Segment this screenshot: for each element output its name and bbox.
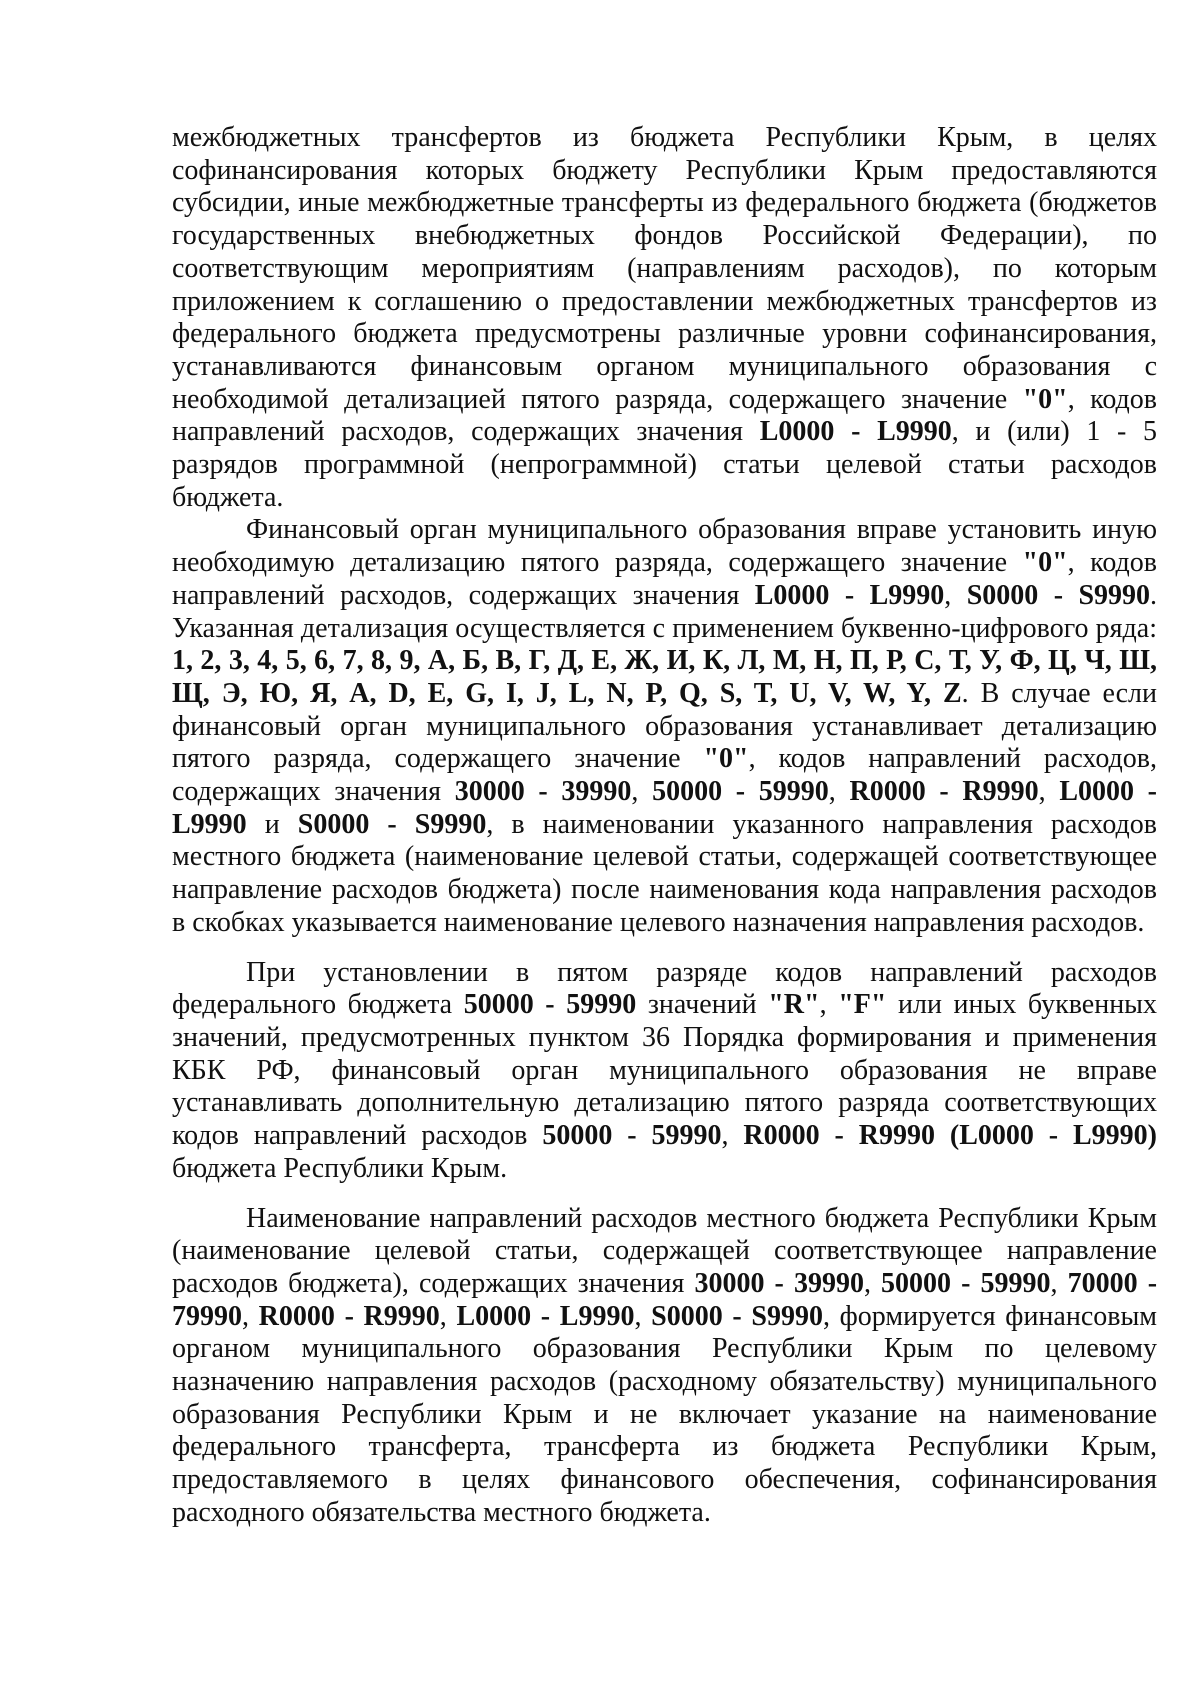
bold-run: 70000 - 79990: [172, 1267, 1158, 1332]
bold-run: L0000 - L9990: [172, 776, 1157, 840]
bold-run: S0000 - S9990: [651, 1300, 823, 1332]
bold-run: "0": [1022, 383, 1068, 415]
bold-run: R0000 - R9990: [849, 776, 1039, 808]
bold-run: "0": [703, 743, 749, 775]
bold-run: S0000 - S9990: [297, 808, 487, 840]
text-run: . Указанная детализация осуществляется с применением буквенно-цифрового ряда:: [172, 579, 1158, 644]
bold-run: R0000 - R9990: [258, 1300, 440, 1332]
paragraph-2: [172, 514, 1157, 939]
text-run: ,: [439, 1300, 457, 1332]
text-run: . В случае если финансовый орган муниципального образования устанавливает детализацию пятого разряда, содержащего значение: [172, 677, 1157, 775]
paragraph-1: [172, 122, 1157, 514]
text-run: ,: [1050, 1267, 1068, 1299]
bold-run: L0000 - L9990: [754, 579, 945, 611]
text-run: ,: [944, 579, 967, 611]
bold-run: 50000 - 59990: [652, 776, 829, 808]
text-run: ,: [828, 776, 850, 808]
text-run: ,: [819, 989, 839, 1021]
bold-run: L0000 - L9990: [759, 416, 952, 448]
text-run: межбюджетных трансфертов из бюджета Республики Крым, в целях софинансирования которых бюджету Республики Крым предоставляются субсидии, иные межбюджетные трансферты из федерального бюджета (бюджетов государственных внебюджетных фондов Российской Федерации), по соответствующим мероприятиям (направлениям расходов), по которым приложением к соглашению о предоставлении межбюджетных трансфертов из федерального бюджета предусмотрены различные уровни софинансирования, устанавливаются финансовым органом муниципального образования с необходимой детализацией пятого разряда, содержащего значение: [172, 122, 1157, 415]
text-run: При установлении в пятом разряде кодов направлений расходов федерального бюджета: [172, 956, 1157, 1021]
text-run: ,: [634, 1300, 652, 1332]
bold-run: 50000 - 59990: [542, 1120, 722, 1152]
bold-run: 50000 - 59990: [463, 989, 637, 1021]
paragraph-3: [172, 957, 1157, 1186]
bold-run: 1, 2, 3, 4, 5, 6, 7, 8, 9, А, Б, В, Г, Д, Е, Ж, И, К, Л, М, Н, П, Р, С, Т, У, Ф, Ц, Ч, Ш, Щ, Э, Ю, Я, A, D, E, G, I, J, L, N, P, Q, S, T, U, V, W, Y, Z: [172, 645, 1157, 709]
bold-run: L0000 - L9990: [456, 1300, 635, 1332]
text-run: бюджета Республики Крым.: [172, 1152, 508, 1184]
text-run: , кодов направлений расходов, содержащих значения: [172, 743, 1157, 808]
text-run: значений: [636, 989, 769, 1021]
bold-run: S0000 - S9990: [966, 579, 1151, 611]
bold-run: "0": [1022, 547, 1068, 579]
bold-run: "R": [768, 989, 820, 1021]
text-run: Финансовый орган муниципального образования вправе установить иную необходимую детализацию пятого разряда, содержащего значение: [172, 514, 1157, 579]
text-run: ,: [631, 776, 653, 808]
bold-run: 30000 - 39990: [694, 1267, 864, 1299]
document-page: [172, 122, 1157, 1530]
text-run: ,: [1038, 776, 1060, 808]
text-run: и: [246, 808, 298, 840]
bold-run: "F": [838, 989, 887, 1021]
text-run: , кодов направлений расходов, содержащих значения: [172, 547, 1157, 611]
text-run: ,: [242, 1300, 259, 1332]
text-run: ,: [863, 1267, 882, 1299]
text-run: , и (или) 1 - 5 разрядов программной (непрограммной) статьи целевой статьи расходов бюджета.: [172, 416, 1157, 513]
bold-run: 30000 - 39990: [454, 776, 632, 808]
text-run: ,: [721, 1120, 744, 1152]
bold-run: R0000 - R9990 (L0000 - L9990): [743, 1120, 1158, 1152]
paragraph-4: [172, 1203, 1157, 1530]
text-run: или иных буквенных значений, предусмотренных пунктом 36 Порядка формирования и применения КБК РФ, финансовый орган муниципального образования не вправе устанавливать дополнительную детализацию пятого разряда соответствующих кодов направлений расходов: [172, 989, 1157, 1152]
text-run: Наименование направлений расходов местного бюджета Республики Крым (наименование целевой статьи, содержащей соответствующее направление расходов бюджета), содержащих значения: [172, 1202, 1157, 1299]
text-run: , формируется финансовым органом муниципального образования Республики Крым по целевому назначению направления расходов (расходному обязательству) муниципального образования Республики Крым и не включает указание на наименование федерального трансферта, трансферта из бюджета Республики Крым, предоставляемого в целях финансового обеспечения, софинансирования расходного обязательства местного бюджета.: [172, 1300, 1158, 1528]
text-run: , кодов направлений расходов, содержащих значения: [172, 383, 1157, 448]
text-run: , в наименовании указанного направления расходов местного бюджета (наименование целевой статьи, содержащей соответствующее направление расходов бюджета) после наименования кода направления расходов в скобках указывается наименование целевого назначения направления расходов.: [172, 808, 1158, 938]
bold-run: 50000 - 59990: [881, 1267, 1051, 1299]
